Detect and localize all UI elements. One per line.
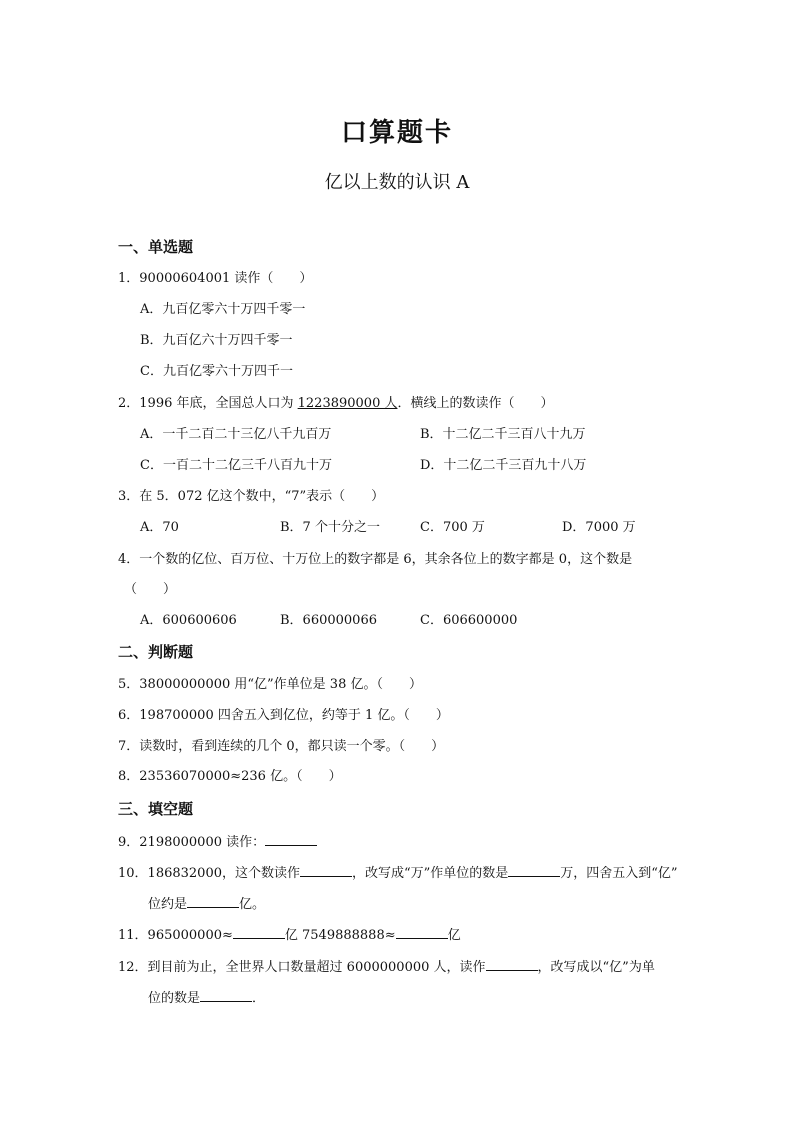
question-1-stem: 1．90000604001 读作（ ） bbox=[118, 271, 313, 286]
question-3-option-c: C．700 万 bbox=[420, 520, 485, 535]
question-10-line-2 bbox=[148, 894, 265, 914]
answer-blank[interactable] bbox=[396, 925, 448, 939]
page-title: 口算题卡 bbox=[340, 118, 453, 148]
question-3-option-b: B．7 个十分之一 bbox=[280, 520, 380, 535]
answer-blank[interactable] bbox=[233, 925, 285, 939]
question-9 bbox=[118, 832, 317, 852]
question-4-stem-continued: （ ） bbox=[124, 582, 177, 597]
section-heading-fill-in: 三、填空题 bbox=[118, 800, 194, 818]
question-2-stem bbox=[118, 395, 553, 413]
question-2-stem-post: ．横线上的数读作（ ） bbox=[397, 396, 554, 411]
question-12-text-1: 12．到目前为止，全世界人口数量超过 6000000000 人，读作 bbox=[118, 960, 486, 975]
question-11-text-1: 11．965000000≈ bbox=[118, 928, 233, 943]
answer-blank[interactable] bbox=[265, 832, 317, 846]
question-10-text-1: 10．186832000，这个数读作 bbox=[118, 866, 300, 881]
question-1-option-b: B．九百亿六十万四千零一 bbox=[140, 333, 293, 348]
question-10-text-2: ，改写成“万”作单位的数是 bbox=[351, 866, 509, 881]
section-heading-true-false: 二、判断题 bbox=[118, 643, 194, 661]
question-3-option-d: D．7000 万 bbox=[562, 520, 636, 535]
question-12-line-1 bbox=[118, 957, 655, 977]
answer-blank[interactable] bbox=[508, 863, 560, 877]
question-12-text-3: 位的数是 bbox=[148, 991, 201, 1006]
question-12-text-4: ． bbox=[252, 991, 266, 1006]
question-1-option-a: A．九百亿零六十万四千零一 bbox=[140, 302, 306, 317]
answer-blank[interactable] bbox=[486, 957, 538, 971]
question-4-option-a: A．600600606 bbox=[140, 613, 237, 628]
question-10-line-1 bbox=[118, 863, 678, 883]
question-5: 5．38000000000 用“亿”作单位是 38 亿。（ ） bbox=[118, 677, 422, 692]
question-3-option-a: A．70 bbox=[140, 520, 179, 535]
question-1-option-c: C．九百亿零六十万四千一 bbox=[140, 364, 293, 379]
answer-blank[interactable] bbox=[200, 988, 252, 1002]
question-4-option-b: B．660000066 bbox=[280, 613, 377, 628]
question-11-text-3: 亿 bbox=[447, 928, 461, 943]
question-4-option-c: C．606600000 bbox=[420, 613, 518, 628]
question-2-option-d: D．十二亿二千三百九十八万 bbox=[420, 458, 587, 473]
question-2-stem-pre: 2．1996 年底，全国总人口为 bbox=[118, 396, 298, 411]
question-12-text-2: ，改写成以“亿”为单 bbox=[537, 960, 655, 975]
question-7: 7．读数时，看到连续的几个 0，都只读一个零。（ ） bbox=[118, 739, 445, 754]
question-2-option-b: B．十二亿二千三百八十九万 bbox=[420, 427, 586, 442]
question-12-line-2 bbox=[148, 988, 265, 1008]
page-subtitle: 亿以上数的认识 A bbox=[324, 172, 470, 193]
question-2-underlined-number: 1223890000 人 bbox=[297, 396, 398, 411]
question-11-text-2: 亿 7549888888≈ bbox=[284, 928, 396, 943]
question-4-stem: 4．一个数的亿位、百万位、十万位上的数字都是 6，其余各位上的数字都是 0，这个数是 bbox=[118, 552, 633, 567]
question-11 bbox=[118, 925, 461, 945]
question-8: 8．23536070000≈236 亿。（ ） bbox=[118, 769, 342, 784]
question-10-text-3: 万，四舍五入到“亿” bbox=[560, 866, 678, 881]
question-6: 6．198700000 四舍五入到亿位，约等于 1 亿。（ ） bbox=[118, 708, 449, 723]
answer-blank[interactable] bbox=[187, 894, 239, 908]
section-heading-single-choice: 一、单选题 bbox=[118, 238, 194, 256]
question-9-text: 9．2198000000 读作： bbox=[118, 835, 266, 850]
question-10-text-5: 亿。 bbox=[239, 897, 266, 912]
question-2-option-a: A．一千二百二十三亿八千九百万 bbox=[140, 427, 332, 442]
question-10-text-4: 位约是 bbox=[148, 897, 188, 912]
question-2-option-c: C．一百二十二亿三千八百九十万 bbox=[140, 458, 332, 473]
question-3-stem: 3．在 5．072 亿这个数中，“7”表示（ ） bbox=[118, 489, 385, 504]
answer-blank[interactable] bbox=[300, 863, 352, 877]
